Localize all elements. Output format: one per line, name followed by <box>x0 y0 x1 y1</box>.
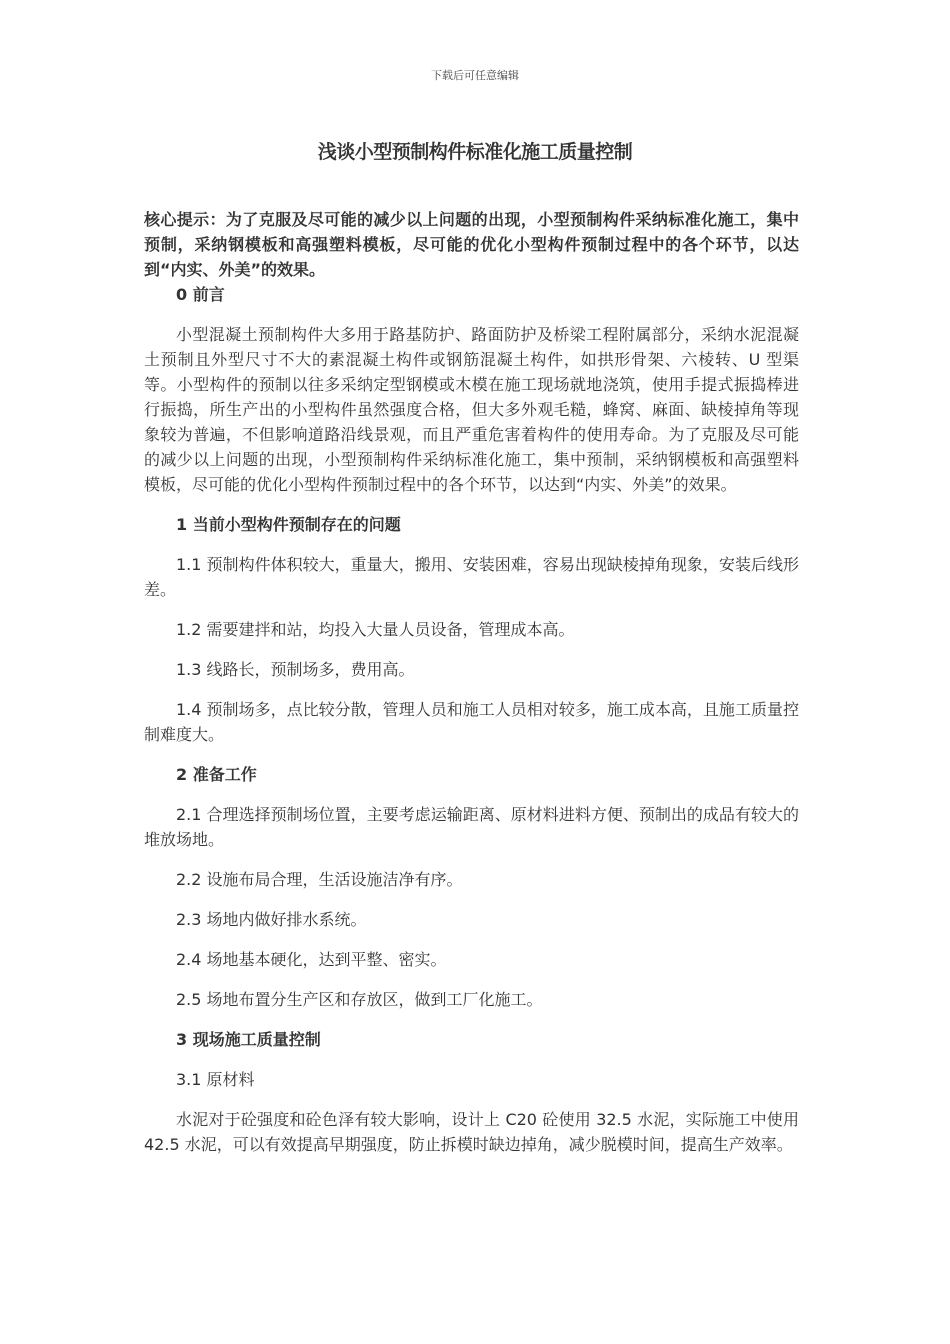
paragraph-1-1: 1.1 预制构件体积较大，重量大，搬用、安装困难，容易出现缺棱掉角现象，安装后线形差。 <box>144 555 799 599</box>
section-heading-0: 0 前言 <box>176 285 225 304</box>
core-summary: 核心提示：为了克服及尽可能的减少以上问题的出现，小型预制构件采纳标准化施工，集中预制，采纳钢模板和高强塑料模板，尽可能的优化小型构件预制过程中的各个环节，以达到“内实、外美”的效果。 <box>144 210 799 279</box>
header-note: 下载后可任意编辑 <box>431 69 519 82</box>
document-body <box>144 207 799 1157</box>
paragraph-2-2: 2.2 设施布局合理，生活设施洁净有序。 <box>176 870 463 889</box>
paragraph-3-1: 水泥对于砼强度和砼色泽有较大影响，设计上 C20 砼使用 32.5 水泥，实际施工中使用 42.5 水泥，可以有效提高早期强度，防止拆模时缺边掉角，减少脱模时间，提高生产效率。 <box>144 1110 799 1154</box>
document-title: 浅谈小型预制构件标准化施工质量控制 <box>317 141 633 163</box>
paragraph-2-5: 2.5 场地布置分生产区和存放区，做到工厂化施工。 <box>176 990 543 1009</box>
paragraph-1-4: 1.4 预制场多，点比较分散，管理人员和施工人员相对较多，施工成本高，且施工质量控制难度大。 <box>144 700 799 744</box>
section-heading-1: 1 当前小型构件预制存在的问题 <box>176 515 401 534</box>
subsection-heading-3-1: 3.1 原材料 <box>176 1070 255 1089</box>
paragraph-1-2: 1.2 需要建拌和站，均投入大量人员设备，管理成本高。 <box>176 620 575 639</box>
paragraph-2-3: 2.3 场地内做好排水系统。 <box>176 910 367 929</box>
paragraph-intro: 小型混凝土预制构件大多用于路基防护、路面防护及桥梁工程附属部分，采纳水泥混凝土预制且外型尺寸不大的素混凝土构件或钢筋混凝土构件，如拱形骨架、六棱转、U 型渠等。小型构件的预制以往多采纳定型钢模或木模在施工现场就地浇筑，使用手提式振捣棒进行振捣，所生产出的小型构件虽然强度合格，但大多外观毛糙，蜂窝、麻面、缺棱掉角等现象较为普遍，不但影响道路沿线景观，而且严重危害着构件的使用寿命。为了克服及尽可能的减少以上问题的出现，小型预制构件采纳标准化施工，集中预制，采纳钢模板和高强塑料模板，尽可能的优化小型构件预制过程中的各个环节，以达到“内实、外美”的效果。 <box>144 325 799 494</box>
section-heading-3: 3 现场施工质量控制 <box>176 1030 321 1049</box>
paragraph-2-4: 2.4 场地基本硬化，达到平整、密实。 <box>176 950 447 969</box>
section-heading-2: 2 准备工作 <box>176 765 257 784</box>
paragraph-2-1: 2.1 合理选择预制场位置，主要考虑运输距离、原材料进料方便、预制出的成品有较大的堆放场地。 <box>144 805 799 849</box>
paragraph-1-3: 1.3 线路长，预制场多，费用高。 <box>176 660 415 679</box>
